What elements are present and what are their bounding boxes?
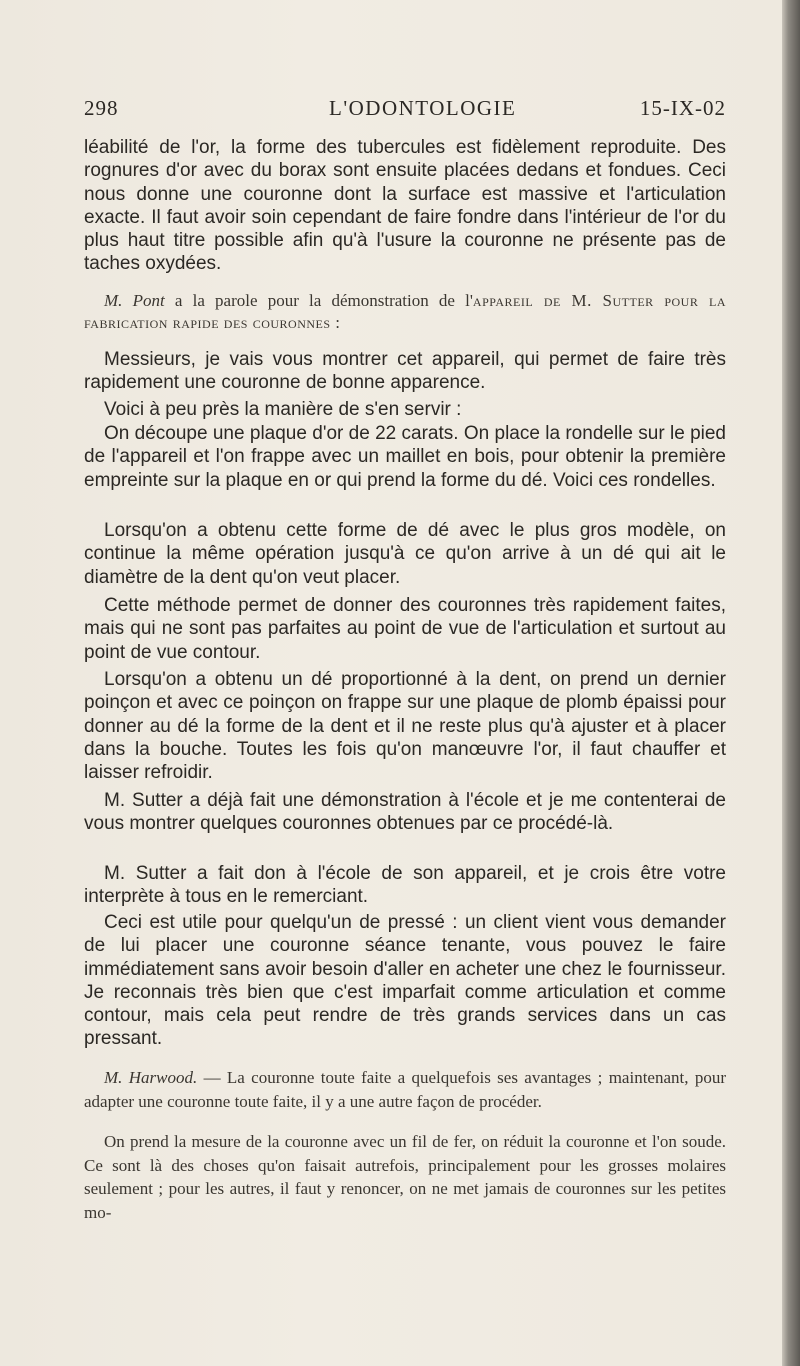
running-header (84, 96, 726, 126)
paragraph-10: M. Sutter a fait don à l'école de son appareil, et je crois être votre interprète à tous en le remerciant. (84, 863, 726, 908)
issue-date: 15-IX-02 (639, 96, 726, 120)
paragraph-4: Voici à peu près la manière de s'en servir : (104, 399, 462, 420)
paragraph-8: Lorsqu'on a obtenu un dé proportionné à la dent, on prend un dernier poinçon et avec ce poinçon on frappe sur une plaque de plomb épaissi pour donner au dé la forme de la dent et il ne reste plus qu'à ajuster et à placer dans la bouche. Toutes les fois qu'on manœuvre l'or, il faut chauffer et laisser refroidir. (84, 669, 726, 784)
paragraph-1: léabilité de l'or, la forme des tubercules est fidèlement reproduite. Des rognures d'or avec du borax sont ensuite placées dedans et fondues. Ceci nous donne une couronne dont la surface est massive et l'articulation exacte. Il faut avoir soin cependant de faire fondre dans l'intérieur de l'or du plus haut titre possible afin qu'à l'usure la couronne ne présente pas de taches oxydées. (84, 137, 726, 275)
page-edge-shadow (782, 0, 800, 1366)
speaker-name: M. Pont (104, 291, 165, 310)
speaker-name: M. Harwood. (104, 1068, 198, 1087)
paragraph-3: Messieurs, je vais vous montrer cet appareil, qui permet de faire très rapidement une couronne de bonne apparence. (84, 349, 726, 394)
paragraph-12 (84, 1066, 726, 1113)
paragraph-2-text: a la parole pour la démonstration de l' (174, 291, 473, 310)
paragraph-2-title: appareil de M. Sutter pour la fabrication rapide des couronnes : (84, 291, 727, 332)
paragraph-2 (84, 290, 726, 334)
paragraph-6: Lorsqu'on a obtenu cette forme de dé avec le plus gros modèle, on continue la même opération jusqu'à ce qu'on arrive à un dé qui ait le diamètre de la dent qu'on veut placer. (84, 520, 726, 588)
paragraph-7: Cette méthode permet de donner des couronnes très rapidement faites, mais qui ne sont pas parfaites au point de vue de l'articulation et surtout au point de vue contour. (84, 595, 726, 663)
paragraph-9: M. Sutter a déjà fait une démonstration à l'école et je me contenterai de vous montrer quelques couronnes obtenues par ce procédé-là. (84, 790, 726, 835)
paragraph-5: On découpe une plaque d'or de 22 carats. On place la rondelle sur le pied de l'appareil et l'on frappe avec un maillet en bois, pour obtenir la première empreinte sur la plaque en or qui prend la forme du dé. Voici ces rondelles. (84, 423, 726, 491)
journal-title: L'ODONTOLOGIE (329, 96, 517, 120)
paragraph-11: Ceci est utile pour quelqu'un de pressé : un client vient vous demander de lui placer une couronne séance tenante, vous pouvez le faire immédiatement sans avoir besoin d'aller en acheter une chez le fournisseur. Je reconnais très bien que c'est imparfait comme articulation et comme contour, mais cela peut rendre de très grands services dans un cas pressant. (84, 912, 726, 1050)
paragraph-12-text: — La couronne toute faite a quelquefois ses avantages ; maintenant, pour adapter une couronne toute faite, il y a une autre façon de procéder. (84, 1068, 726, 1111)
page-number: 298 (84, 96, 119, 120)
paragraph-13: On prend la mesure de la couronne avec un fil de fer, on réduit la couronne et l'on soude. Ce sont là des choses qu'on faisait autrefois, principalement pour les grosses molaires seulement ; pour les autres, il faut y renoncer, on ne met jamais de couronnes sur les petites mo- (84, 1132, 726, 1222)
